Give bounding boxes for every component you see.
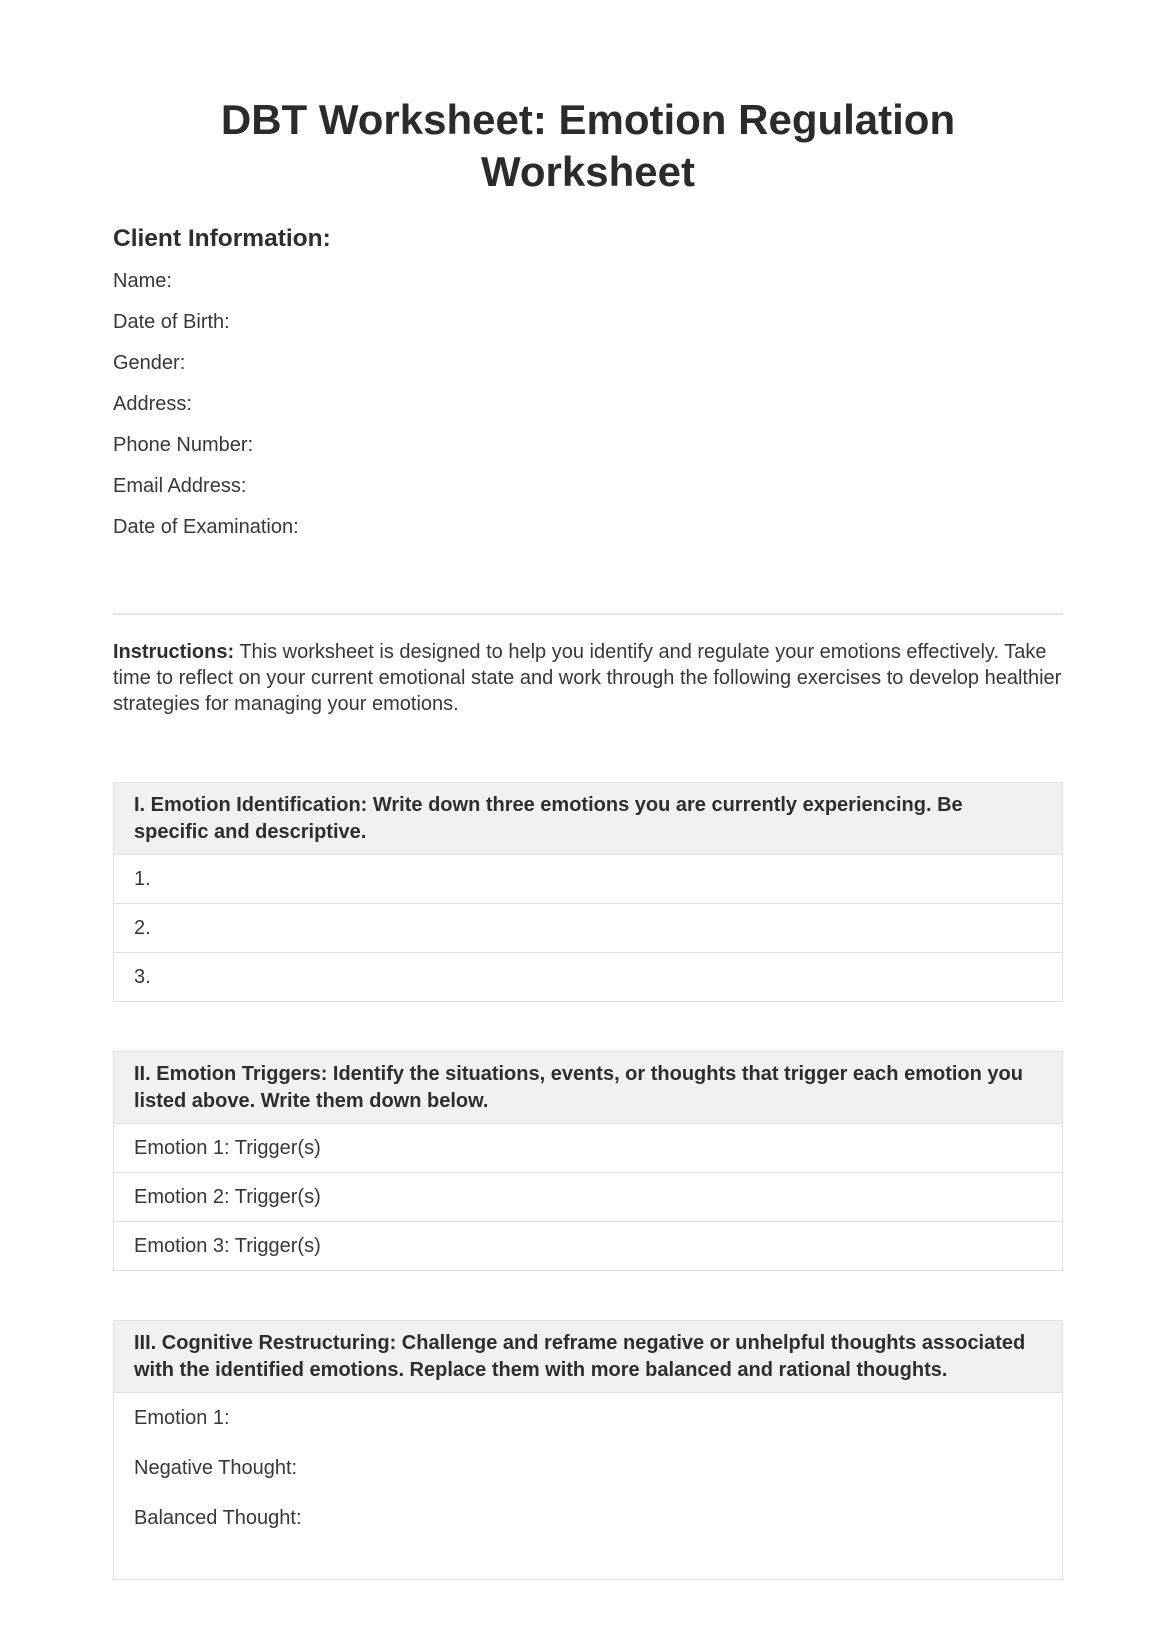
field-label-date-of-birth: Date of Birth: [113, 311, 230, 333]
cognitive-restructuring-cell [114, 1393, 1063, 1580]
section-table-cognitive-restructuring [113, 1320, 1063, 1580]
answer-row-2: 2. [114, 904, 1063, 953]
answer-row-3: 3. [114, 953, 1063, 1002]
field-label-address: Address: [113, 393, 192, 415]
client-information-heading: Client Information: [113, 225, 331, 252]
field-label-gender: Gender: [113, 352, 186, 374]
cell-line-emotion-1: Emotion 1: [134, 1407, 230, 1429]
field-label-name: Name: [113, 270, 172, 292]
instructions-text: This worksheet is designed to help you identify and regulate your emotions effectively. Take time to reflect on your current emotional state and work through the following exercises to develop healthier strategies for managing your emotions. [113, 641, 1062, 715]
cell-line-negative-thought: Negative Thought: [134, 1457, 298, 1479]
page-title: DBT Worksheet: Emotion Regulation Worksheet [220, 96, 956, 195]
trigger-row-3: Emotion 3: Trigger(s) [114, 1222, 1063, 1271]
field-label-date-of-examination: Date of Examination: [113, 516, 299, 538]
cell-line-balanced-thought: Balanced Thought: [134, 1507, 302, 1529]
instructions-label: Instructions: [113, 641, 235, 663]
trigger-row-1: Emotion 1: Trigger(s) [114, 1124, 1063, 1173]
answer-row-1: 1. [114, 855, 1063, 904]
field-label-phone-number: Phone Number: [113, 434, 254, 456]
section-divider [113, 613, 1063, 615]
section-header-emotion-identification: I. Emotion Identification: Write down three emotions you are currently experiencing. Be specific and descriptive. [114, 783, 1063, 855]
field-label-email-address: Email Address: [113, 475, 247, 497]
section-table-emotion-identification [113, 782, 1063, 1002]
section-header-cognitive-restructuring: III. Cognitive Restructuring: Challenge and reframe negative or unhelpful thoughts associated with the identified emotions. Replace them with more balanced and rational thoughts. [114, 1321, 1063, 1393]
trigger-row-2: Emotion 2: Trigger(s) [114, 1173, 1063, 1222]
section-header-emotion-triggers: II. Emotion Triggers: Identify the situations, events, or thoughts that trigger each emotion you listed above. Write them down below. [114, 1052, 1063, 1124]
instructions-paragraph [113, 639, 1063, 717]
section-table-emotion-triggers [113, 1051, 1063, 1271]
